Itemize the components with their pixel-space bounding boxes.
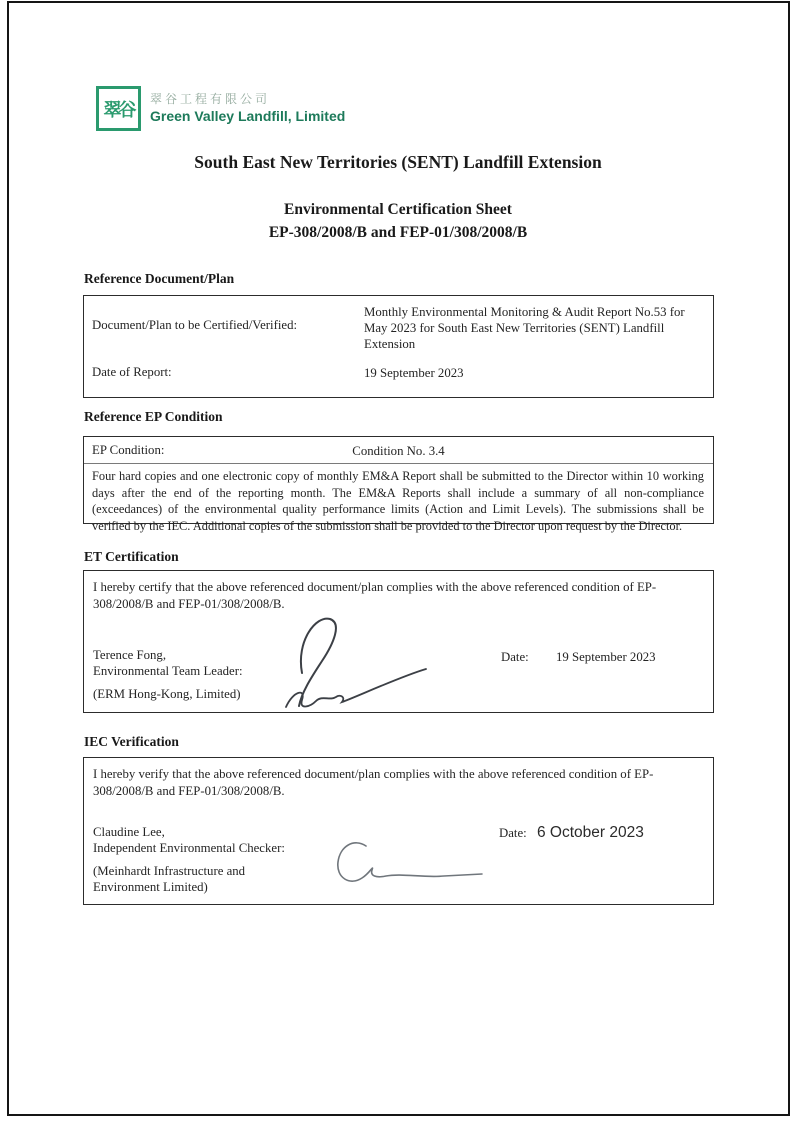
et-certification-box <box>83 570 714 713</box>
iec-date-value: 6 October 2023 <box>537 824 644 841</box>
iec-signatory-company-line2: Environment Limited) <box>93 880 208 894</box>
ep-condition-table <box>83 436 714 533</box>
row-divider <box>84 463 713 464</box>
ep-condition-description: Four hard copies and one electronic copy of monthly EM&A Report shall be submitted to the Director within 10 working days after the end of the reporting month. The EM&A Reports shall include a summary of all non-compliance (exceedances) of the environmental quality performance limits (Action and Limit Levels). The submissions shall be verified by the IEC. Additional copies of the submission shall be provided to the Director upon request by the Director. <box>92 469 704 533</box>
green-valley-logo-icon: 翠谷 <box>96 86 141 131</box>
iec-signatory-block <box>93 824 285 895</box>
et-signatory-name: Terence Fong, <box>93 648 167 662</box>
et-signatory-block <box>93 647 243 702</box>
date-of-report-value: 19 September 2023 <box>364 366 464 380</box>
document-subtitle: Environmental Certification Sheet <box>284 201 512 218</box>
document-plan-value: Monthly Environmental Monitoring & Audit Report No.53 for May 2023 for South East New Territories (SENT) Landfill Extension <box>364 305 685 351</box>
et-certification-heading: ET Certification <box>84 549 179 564</box>
company-name-block <box>150 92 345 125</box>
date-of-report-label: Date of Report: <box>92 365 172 379</box>
et-date-value: 19 September 2023 <box>556 650 656 664</box>
permit-numbers: EP-308/2008/B and FEP-01/308/2008/B <box>268 224 528 241</box>
reference-document-heading: Reference Document/Plan <box>84 271 235 286</box>
iec-date-label: Date: <box>499 826 527 840</box>
et-signature <box>274 611 454 711</box>
et-signatory-title: Environmental Team Leader: <box>93 664 243 678</box>
reference-document-table <box>83 295 714 398</box>
iec-signature <box>324 836 514 891</box>
reference-ep-condition-heading: Reference EP Condition <box>84 409 223 424</box>
document-title: South East New Territories (SENT) Landfill Extension <box>194 152 602 172</box>
company-name-english: Green Valley Landfill, Limited <box>150 108 346 124</box>
iec-verification-statement: I hereby verify that the above referenced document/plan complies with the above referenced condition of EP-308/2008/B and FEP-01/308/2008/B. <box>93 767 654 798</box>
ep-condition-label: EP Condition: <box>92 443 165 457</box>
company-name-chinese: 翠谷工程有限公司 <box>150 92 271 106</box>
iec-verification-box <box>83 757 714 905</box>
iec-signatory-company-line1: (Meinhardt Infrastructure and <box>93 864 246 878</box>
et-signatory-company: (ERM Hong-Kong, Limited) <box>93 687 241 701</box>
et-certification-statement: I hereby certify that the above referenced document/plan complies with the above referenced condition of EP-308/2008/B and FEP-01/308/2008/B. <box>93 580 657 611</box>
iec-signatory-name: Claudine Lee, <box>93 825 165 839</box>
document-plan-label: Document/Plan to be Certified/Verified: <box>92 318 298 332</box>
et-date-label: Date: <box>501 650 529 664</box>
ep-condition-value: Condition No. 3.4 <box>352 444 445 458</box>
iec-verification-heading: IEC Verification <box>84 734 179 749</box>
iec-signatory-title: Independent Environmental Checker: <box>93 841 285 855</box>
company-logo <box>96 86 345 131</box>
